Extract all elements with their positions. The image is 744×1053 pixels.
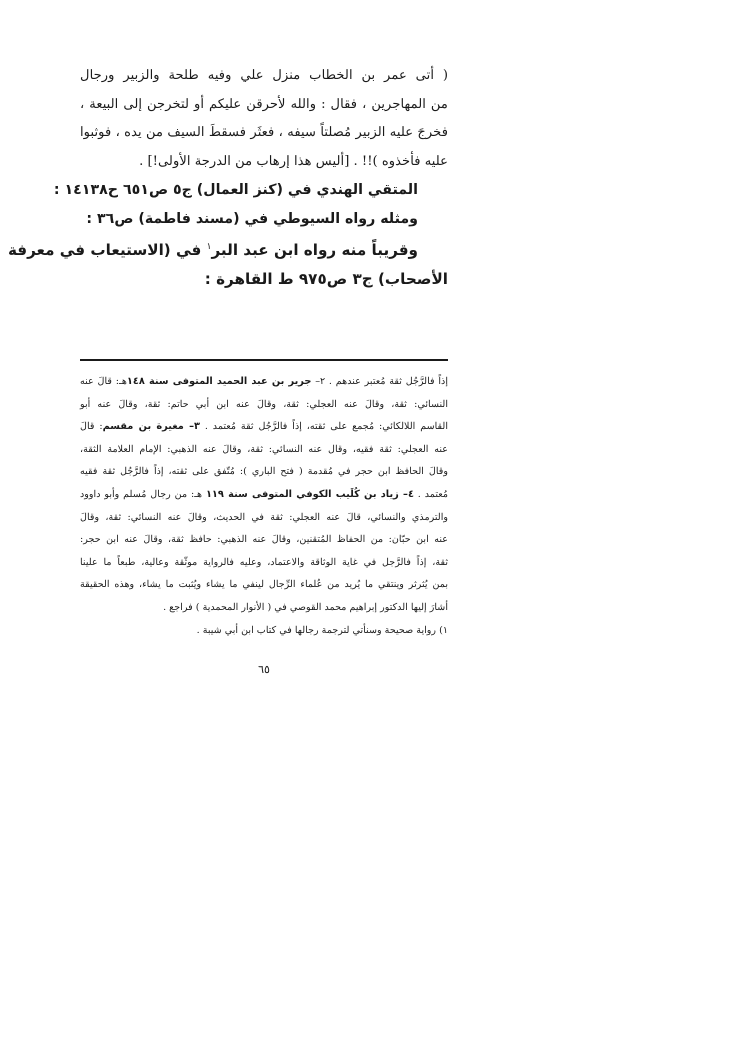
page-number: ٦٥: [258, 663, 270, 676]
footnote-marker: ١: [206, 242, 212, 252]
body-line: ( أتى عمر بن الخطاب منزل علي وفيه طلحة والزبير ورجال: [80, 68, 448, 83]
footnote-line: ثقة، إذاً فالرَّجل في غاية الوثاقة والاعتماد، وعليه فالرواية موثّقة وعالية، طبعاً ما علينا: [80, 556, 448, 568]
narrator-name: ٣– مغيرة بن مقسم: [102, 421, 200, 433]
footnotes: [80, 371, 448, 642]
footnote-text: مُعتمد .: [413, 488, 448, 500]
footnote-line: والترمذي والنسائي، قالَ عنه العجلي: ثقة في الحديث، وقالَ عنه النسائي: ثقة، وقالَ: [80, 511, 448, 523]
footnote-line: النسائي: ثقة، وقالَ عنه العجلي: ثقة، وقالَ عنه ابن أبي حاتم: ثقة، وقالَ عنه أبو: [80, 398, 448, 410]
reference-istiab: [7, 233, 448, 265]
footnote-line: [80, 484, 448, 507]
footnote-line: أشارَ إليها الدكتور إبراهيم محمد القوصي في ( الأنوار المحمدية ) فراجع .: [163, 601, 448, 613]
narrator-name: جرير بن عبد الحميد المتوفى سنة ١٤٨: [126, 376, 312, 387]
narrator-name: ٤– زياد بن كُلَيب الكوفي المتوفى سنة ١١٩: [205, 488, 414, 500]
footnote-text: : قالَ: [80, 421, 103, 433]
footnote-text: هـ: من رجال مُسلم وأبو داوود: [80, 488, 206, 500]
reference-kanz-al-ummal: المتقي الهندي في (كنز العمال) ج٥ ص٦٥١ ح١٤١٣٨ :: [53, 182, 418, 198]
footnote-line: بمن يُثرثر وينتقي ما يُريد من عُلماء الرِّجال لينفي ما يشاء ويُثبت ما يشاء، وهذه الحقيقة: [80, 579, 448, 591]
footnote-line: [80, 371, 448, 394]
reference-istiab-volume: الأصحاب) ج٣ ص٩٧٥ ط القاهرة :: [204, 269, 448, 288]
body-line: عليه فأخذوه )!! . [أليس هذا إرهاب من الدرجة الأولى!] .: [139, 153, 448, 169]
reference-istiab-text: وقريباً منه رواه ابن عبد البر: [211, 241, 418, 259]
footnote-line: ١) رواية صحيحة وسنأتي لترجمة رجالها في كتاب ابن أبي شيبة .: [196, 624, 448, 636]
footnote-line: عنه العجلي: ثقة فقيه، وقال عنه النسائي: ثقة، وقالَ عنه الذهبي: الإمام العلامة الثقة،: [80, 443, 448, 455]
footnote-text: القاسم اللالكائي: مُجمع على ثقته، إذاً فالرَّجُل ثقة مُعتمد .: [199, 421, 448, 433]
body-line: من المهاجرين ، فقال : والله لأحرقن عليكم أو لتخرجن إلى البيعة ،: [80, 96, 448, 112]
reference-musnad-fatima: ومثله رواه السيوطي في (مسند فاطمة) ص٣٦ :: [86, 210, 418, 227]
footnote-text: إذاً فالرَّجُل ثقة مُعتبر عندهم . ٢–: [311, 376, 448, 387]
footnote-line: عنه ابن حبّان: من الحفاظ المُتقنين، وقالَ عنه الذهبي: حافظ ثقة، وقالَ عنه ابن حجر:: [80, 534, 448, 546]
footnote-divider: [80, 359, 448, 361]
main-text: [7, 62, 448, 293]
body-line: فخرجَ عليه الزبير مُصلتاً سيفه ، فعثَر فسقطَ السيف من يده ، فوثبوا: [80, 125, 448, 140]
reference-istiab-text-cont: في (الاستيعاب في معرفة: [7, 241, 207, 259]
footnote-text: هـ: قالَ عنه: [80, 376, 127, 387]
footnote-line: وقالَ الحافظ ابن حجر في مُقدمة ( فتح الباري ): مُتّفق على ثقته، إذاً فالرَّجُل ثقة فقيه: [80, 466, 448, 478]
footnote-line: [80, 416, 448, 439]
